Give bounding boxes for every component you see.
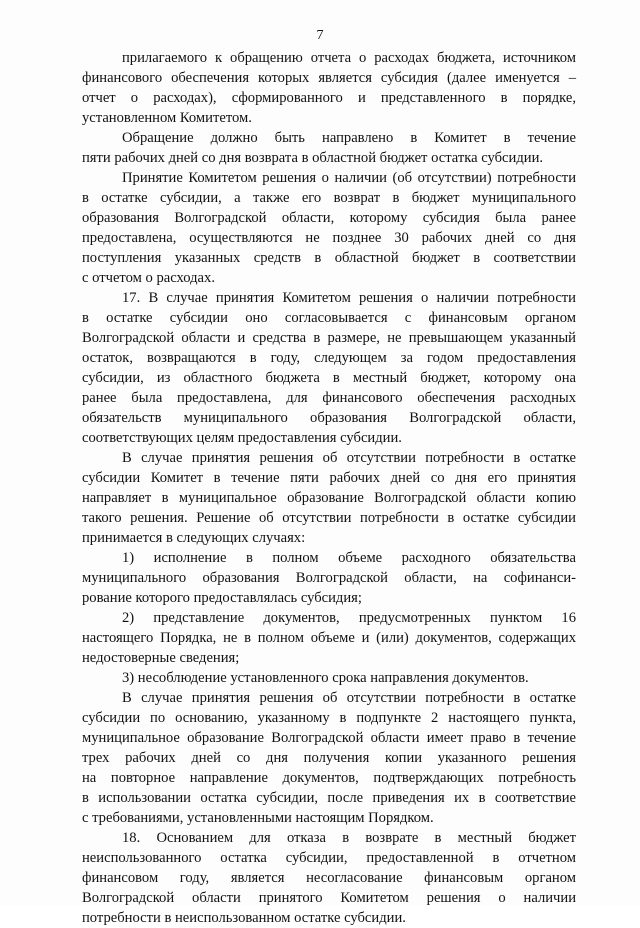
text-line: в использовании остатка субсидии, после приведения их в соответствие bbox=[82, 790, 576, 806]
text-line: образования Волгоградской области, которому субсидия была ранее bbox=[82, 210, 576, 226]
text-line: субсидии, из областного бюджета в местный бюджет, которому она bbox=[82, 370, 576, 386]
paragraph bbox=[82, 688, 576, 828]
text-line: соответствующих целям предоставления субсидии. bbox=[82, 430, 402, 446]
text-line: направляет в муниципальное образование Волгоградской области копию bbox=[82, 490, 576, 506]
page-number: 7 bbox=[316, 28, 324, 43]
paragraph bbox=[82, 448, 576, 548]
text-line: 2) представление документов, предусмотренных пунктом 16 bbox=[122, 610, 576, 626]
text-line: 18. Основанием для отказа в возврате в местный бюджет bbox=[122, 830, 576, 846]
text-line: Обращение должно быть направлено в Комитет в течение bbox=[122, 130, 576, 146]
text-line: принимается в следующих случаях: bbox=[82, 530, 306, 546]
text-line: обязательств муниципального образования Волгоградской области, bbox=[82, 410, 576, 426]
text-line: В случае принятия решения об отсутствии потребности в остатке bbox=[122, 690, 576, 706]
text-line: на повторное направление документов, подтверждающих потребность bbox=[82, 770, 576, 786]
document-body bbox=[82, 48, 576, 928]
text-line: предоставлена, осуществляются не позднее 30 рабочих дней со дня bbox=[82, 230, 576, 246]
text-line: В случае принятия решения об отсутствии потребности в остатке bbox=[122, 450, 576, 466]
text-line: Принятие Комитетом решения о наличии (об отсутствии) потребности bbox=[122, 170, 576, 186]
paragraph bbox=[82, 128, 576, 168]
text-line: поступления указанных средств в областной бюджет в соответствии bbox=[82, 250, 576, 266]
text-line: отчет о расходах), сформированного и представленного в порядке, bbox=[82, 90, 576, 106]
text-line: прилагаемого к обращению отчета о расходах бюджета, источником bbox=[122, 50, 576, 66]
text-line: потребности в неиспользованном остатке субсидии. bbox=[82, 910, 406, 926]
paragraph bbox=[82, 548, 576, 608]
text-line: трех рабочих дней со дня получения копии указанного решения bbox=[82, 750, 576, 766]
text-line: субсидии Комитет в течение пяти рабочих дней со дня его принятия bbox=[82, 470, 576, 486]
text-line: финансового обеспечения которых является субсидия (далее именуется – bbox=[82, 70, 576, 86]
text-line: недостоверные сведения; bbox=[82, 650, 240, 666]
text-line: с отчетом о расходах. bbox=[82, 270, 215, 286]
text-line: ранее была предоставлена, для финансового обеспечения расходных bbox=[82, 390, 576, 406]
text-line: 17. В случае принятия Комитетом решения о наличии потребности bbox=[122, 290, 576, 306]
text-line: в остатке субсидии оно согласовывается с финансовым органом bbox=[82, 310, 576, 326]
text-line: с требованиями, установленными настоящим Порядком. bbox=[82, 810, 434, 826]
text-line: неиспользованного остатка субсидии, предоставленной в отчетном bbox=[82, 850, 576, 866]
text-line: Волгоградской области и средства в размере, не превышающем указанный bbox=[82, 330, 576, 346]
text-line: субсидии по основанию, указанному в подпункте 2 настоящего пункта, bbox=[82, 710, 576, 726]
text-line: такого решения. Решение об отсутствии потребности в остатке субсидии bbox=[82, 510, 576, 526]
paragraph bbox=[82, 288, 576, 448]
text-line: 3) несоблюдение установленного срока направления документов. bbox=[122, 670, 529, 686]
text-line: рование которого предоставлялась субсидия; bbox=[82, 590, 362, 606]
text-line: настоящего Порядка, не в полном объеме и (или) документов, содержащих bbox=[82, 630, 576, 646]
text-line: муниципальное образование Волгоградской области имеет право в течение bbox=[82, 730, 576, 746]
text-line: муниципального образования Волгоградской области, на софинанси- bbox=[82, 570, 576, 586]
paragraph bbox=[82, 48, 576, 128]
paragraph bbox=[82, 668, 576, 688]
text-line: пяти рабочих дней со дня возврата в областной бюджет остатка субсидии. bbox=[82, 150, 544, 166]
text-line: в остатке субсидии, а также его возврат в бюджет муниципального bbox=[82, 190, 576, 206]
paragraph bbox=[82, 168, 576, 288]
paragraph bbox=[82, 608, 576, 668]
text-line: 1) исполнение в полном объеме расходного обязательства bbox=[122, 550, 576, 566]
text-line: Волгоградской области принятого Комитетом решения о наличии bbox=[82, 890, 576, 906]
text-line: установленном Комитетом. bbox=[82, 110, 252, 126]
text-line: финансовом году, является несогласование финансовым органом bbox=[82, 870, 576, 886]
text-line: остаток, возвращаются в году, следующем за годом предоставления bbox=[82, 350, 576, 366]
paragraph bbox=[82, 828, 576, 928]
